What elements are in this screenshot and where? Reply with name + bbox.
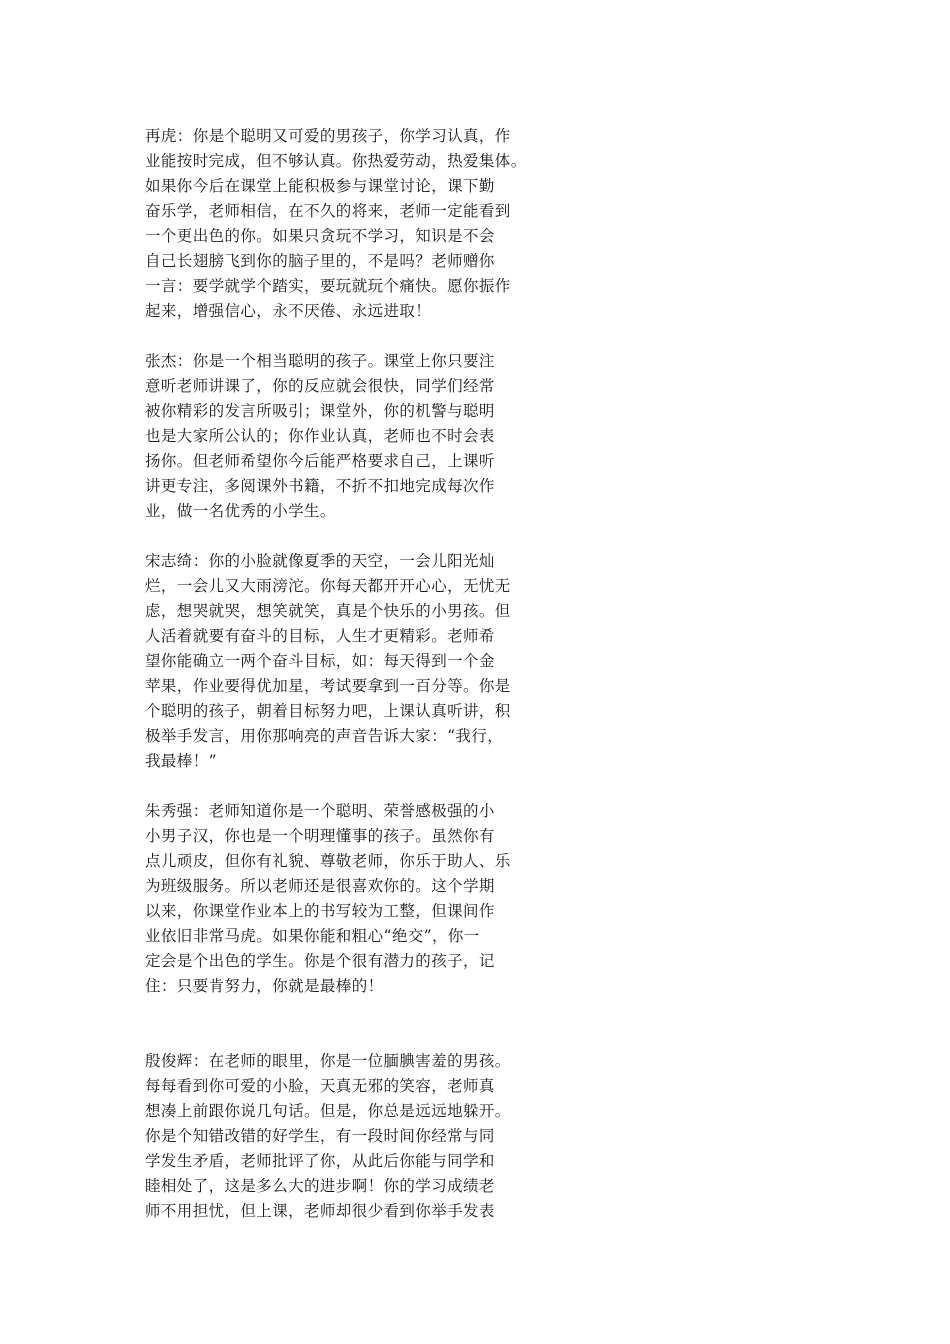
text-line: 虑，想哭就哭，想笑就笑，真是个快乐的小男孩。但 — [145, 602, 511, 620]
text-line: 张杰：你是一个相当聪明的孩子。课堂上你只要注 — [145, 352, 495, 370]
comment-paragraph-4 — [145, 799, 517, 999]
text-line: 睦相处了，这是多么大的进步啊！你的学习成绩老 — [145, 1177, 495, 1195]
paragraph-spacer — [145, 324, 517, 349]
comment-paragraph-3 — [145, 549, 517, 774]
text-line: 业，做一名优秀的小学生。 — [145, 502, 336, 520]
text-line: 业依旧非常马虎。如果你能和粗心“绝交”，你一 — [145, 927, 480, 945]
text-line: 一言：要学就学个踏实，要玩就玩个痛快。愿你振作 — [145, 277, 511, 295]
text-line: 为班级服务。所以老师还是很喜欢你的。这个学期 — [145, 877, 495, 895]
comment-paragraph-1 — [145, 124, 527, 324]
text-line: 再虎：你是个聪明又可爱的男孩子，你学习认真，作 — [145, 127, 511, 145]
text-line: 想凑上前跟你说几句话。但是，你总是远远地躲开。 — [145, 1102, 511, 1120]
paragraph-spacer — [145, 999, 517, 1049]
text-line: 点儿顽皮，但你有礼貌、尊敬老师，你乐于助人、乐 — [145, 852, 511, 870]
text-line: 以来，你课堂作业本上的书写较为工整，但课间作 — [145, 902, 495, 920]
text-line: 一个更出色的你。如果只贪玩不学习，知识是不会 — [145, 227, 495, 245]
text-line: 也是大家所公认的；你作业认真，老师也不时会表 — [145, 427, 495, 445]
text-line: 极举手发言，用你那响亮的声音告诉大家：“我行， — [145, 727, 504, 745]
comment-paragraph-5 — [145, 1049, 517, 1224]
text-line: 每每看到你可爱的小脸，天真无邪的笑容，老师真 — [145, 1077, 495, 1095]
text-line: 我最棒！” — [145, 752, 217, 770]
text-line: 扬你。但老师希望你今后能严格要求自己，上课听 — [145, 452, 495, 470]
text-line: 奋乐学，老师相信，在不久的将来，老师一定能看到 — [145, 202, 511, 220]
text-line: 朱秀强：老师知道你是一个聪明、荣誉感极强的小 — [145, 802, 495, 820]
text-line: 讲更专注，多阅课外书籍，不折不扣地完成每次作 — [145, 477, 495, 495]
comment-paragraph-2 — [145, 349, 517, 524]
text-line: 殷俊辉：在老师的眼里，你是一位腼腆害羞的男孩。 — [145, 1052, 511, 1070]
text-line: 起来，增强信心，永不厌倦、永远进取！ — [145, 302, 432, 320]
text-line: 师不用担忧，但上课，老师却很少看到你举手发表 — [145, 1202, 495, 1220]
document-page — [145, 124, 527, 1224]
text-line: 宋志绮：你的小脸就像夏季的天空，一会儿阳光灿 — [145, 552, 495, 570]
text-line: 烂，一会儿又大雨滂沱。你每天都开开心心，无忧无 — [145, 577, 511, 595]
text-line: 住：只要肯努力，你就是最棒的！ — [145, 977, 384, 995]
text-line: 业能按时完成，但不够认真。你热爱劳动，热爱集体。 — [145, 152, 527, 170]
text-line: 意听老师讲课了，你的反应就会很快，同学们经常 — [145, 377, 495, 395]
text-line: 定会是个出色的学生。你是个很有潜力的孩子，记 — [145, 952, 495, 970]
text-line: 你是个知错改错的好学生，有一段时间你经常与同 — [145, 1127, 495, 1145]
text-line: 学发生矛盾，老师批评了你，从此后你能与同学和 — [145, 1152, 495, 1170]
text-line: 自己长翅膀飞到你的脑子里的，不是吗？老师赠你 — [145, 252, 495, 270]
text-line: 苹果，作业要得优加星，考试要拿到一百分等。你是 — [145, 677, 511, 695]
text-line: 小男子汉，你也是一个明理懂事的孩子。虽然你有 — [145, 827, 495, 845]
text-line: 人活着就要有奋斗的目标，人生才更精彩。老师希 — [145, 627, 495, 645]
text-line: 望你能确立一两个奋斗目标，如：每天得到一个金 — [145, 652, 495, 670]
text-line: 被你精彩的发言所吸引；课堂外，你的机警与聪明 — [145, 402, 495, 420]
paragraph-spacer — [145, 524, 517, 549]
paragraph-spacer — [145, 774, 517, 799]
text-line: 个聪明的孩子，朝着目标努力吧，上课认真听讲，积 — [145, 702, 511, 720]
text-line: 如果你今后在课堂上能积极参与课堂讨论，课下勤 — [145, 177, 495, 195]
